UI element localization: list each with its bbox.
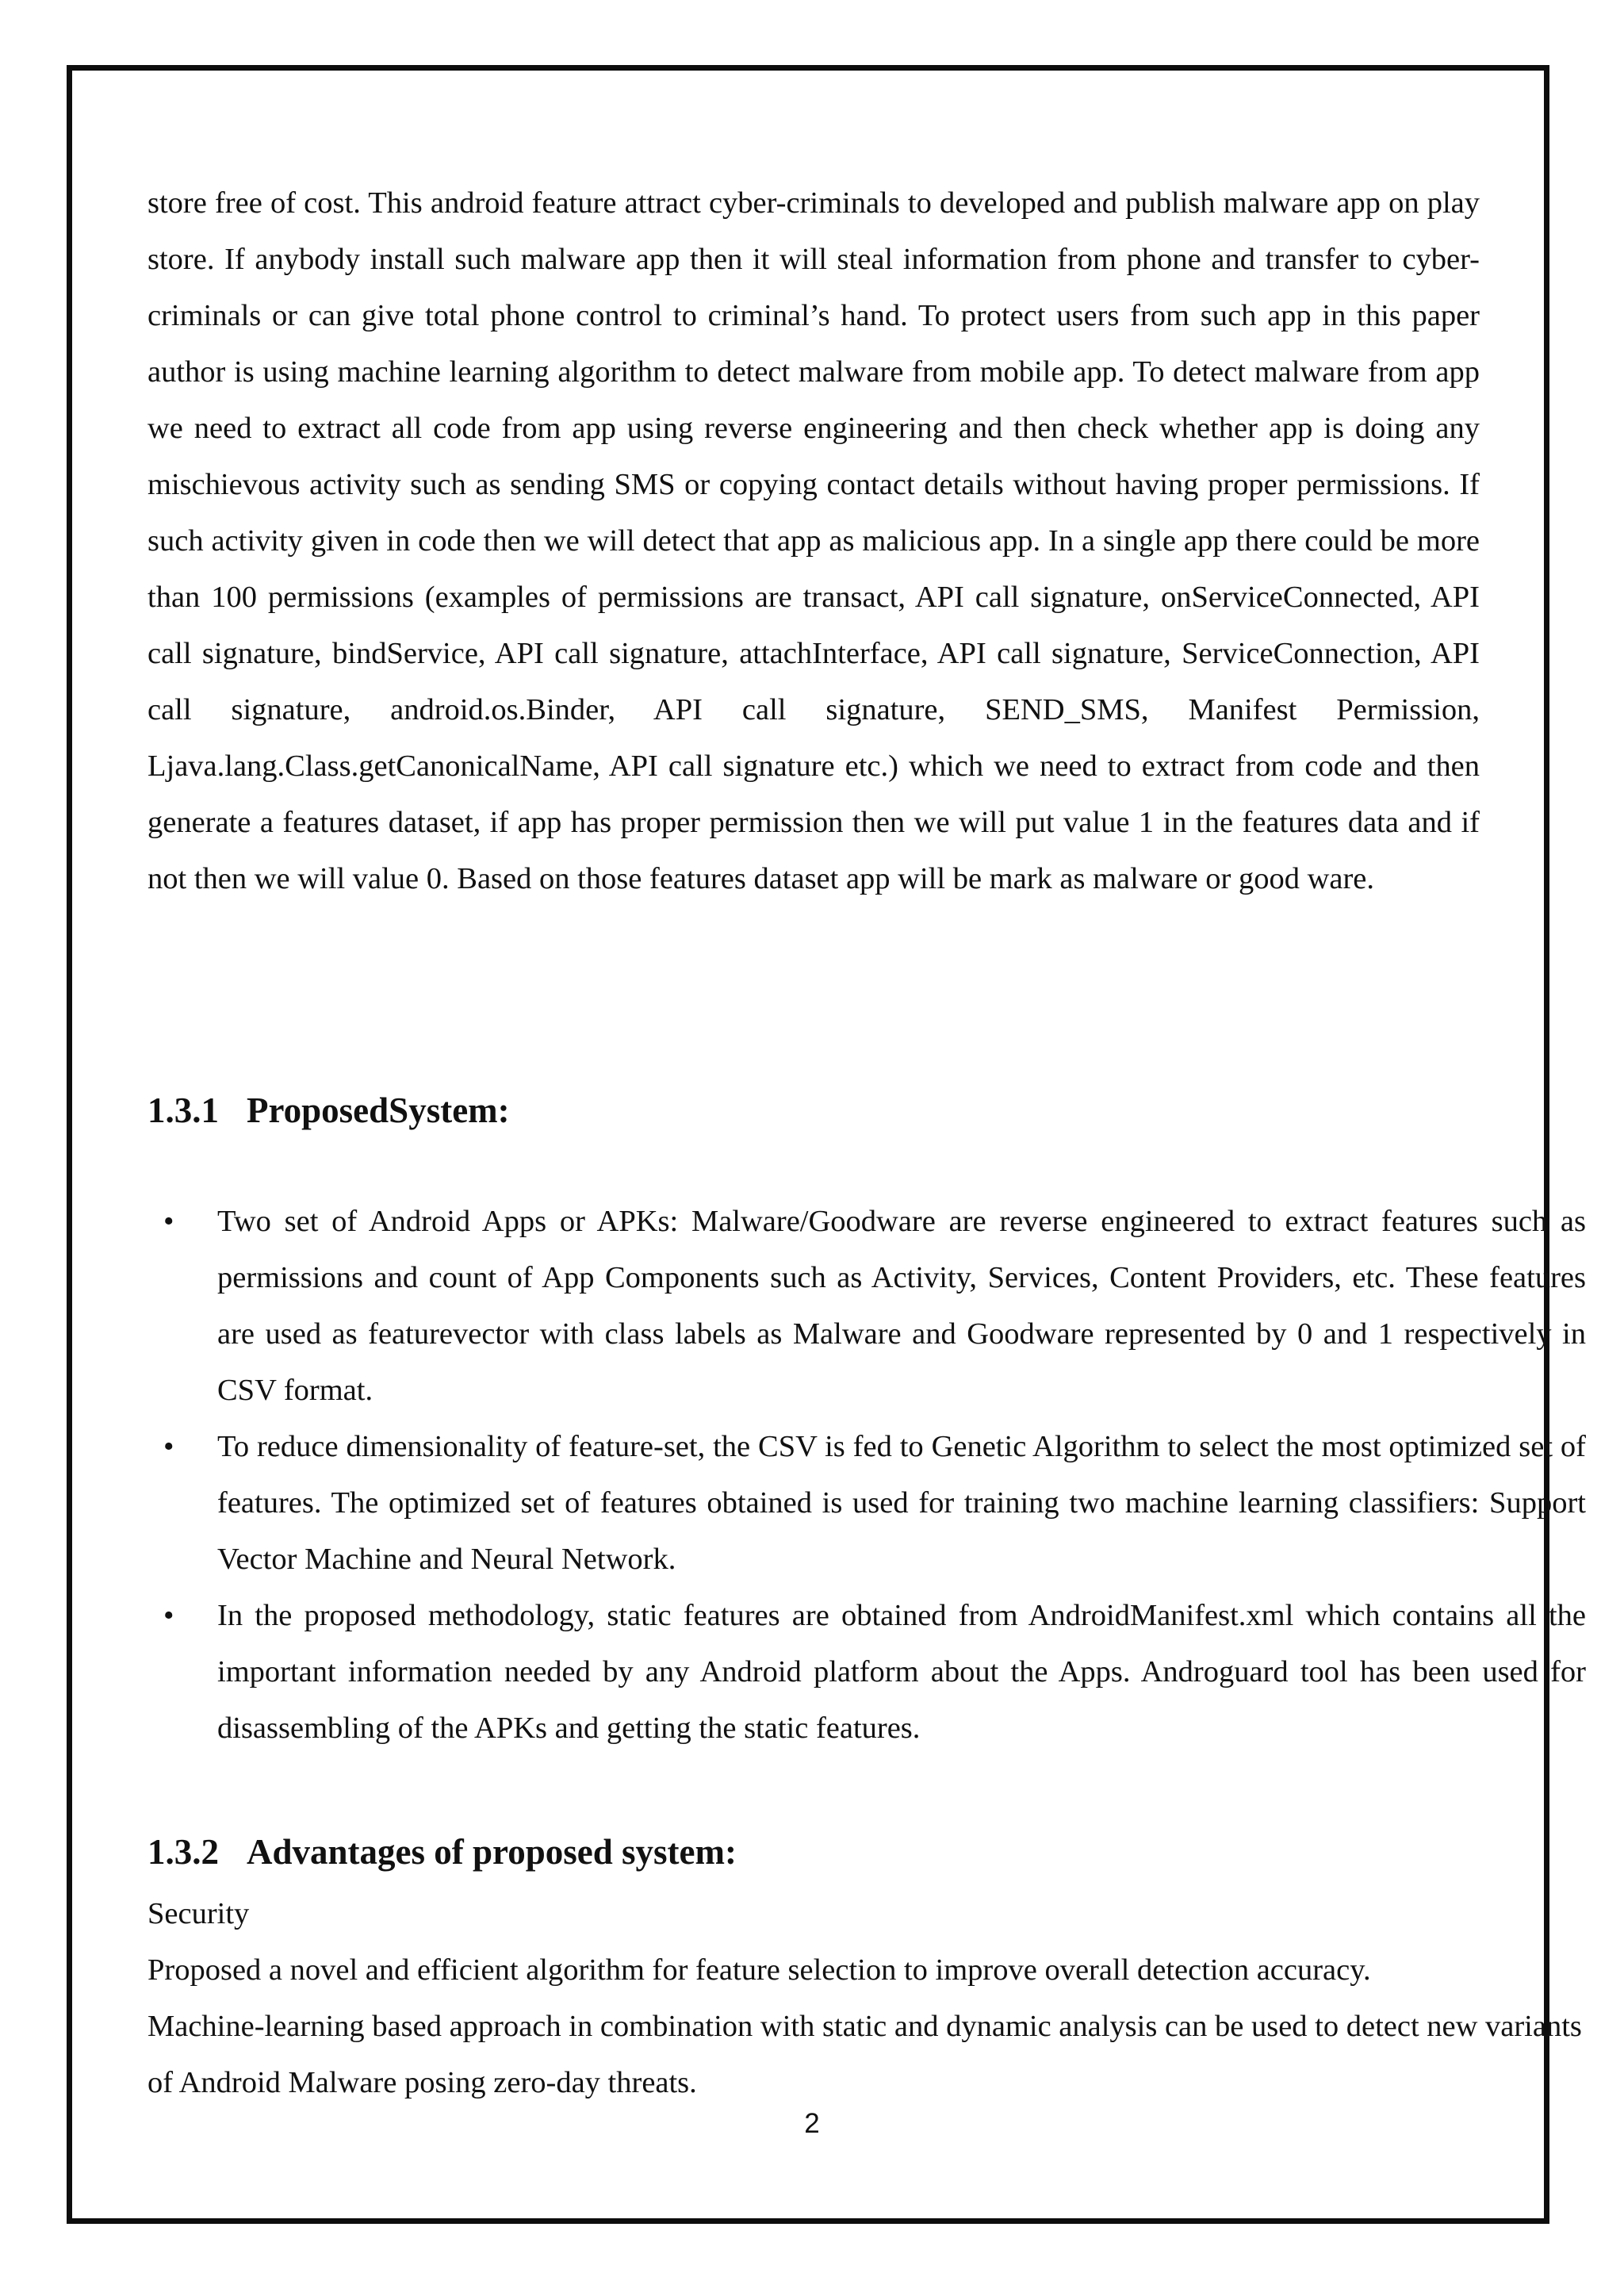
advantage-line-security: Security (147, 1897, 250, 1930)
advantage-line-machine-learning: Machine-learning based approach in combination with static and dynamic analysis can be used to detect new variants of Android Malware posing zero-day threats. (147, 2010, 1582, 2099)
list-item (147, 1194, 1586, 1419)
bullet-icon: • (163, 1205, 174, 1238)
proposed-system-bullet-list (147, 1194, 1586, 1757)
bullet-text: In the proposed methodology, static features are obtained from AndroidManifest.xml which contains all the important information needed by any Android platform about the Apps. Androguard tool has been used for disassembling of the APKs and getting the static features. (217, 1599, 1586, 1745)
section-heading-proposed-system (147, 1087, 510, 1134)
intro-paragraph: store free of cost. This android feature attract cyber-criminals to developed and publish malware app on play store. If anybody install such malware app then it will steal information from phone and transfer to cyber-criminals or can give total phone control to criminal’s hand. To protect users from such app in this paper author is using machine learning algorithm to detect malware from mobile app. To detect malware from app we need to extract all code from app using reverse engineering and then check whether app is doing any mischievous activity such as sending SMS or copying contact details without having proper permissions. If such activity given in code then we will detect that app as malicious app. In a single app there could be more than 100 permissions (examples of permissions are transact, API call signature, onServiceConnected, API call signature, bindService, API call signature, attachInterface, API call signature, ServiceConnection, API call signature, android.os.Binder, API call signature, SEND_SMS, Manifest Permission, Ljava.lang.Class.getCanonicalName, API call signature etc.) which we need to extract from code and then generate a features dataset, if app has proper permission then we will put value 1 in the features data and if not then we will value 0. Based on those features dataset app will be mark as malware or good ware. (147, 186, 1480, 895)
section-title: Advantages of proposed system: (247, 1832, 737, 1872)
section-number: 1.3.2 (147, 1832, 219, 1872)
page-number: 2 (804, 2108, 820, 2139)
section-title: ProposedSystem: (247, 1091, 510, 1130)
list-item (147, 1419, 1586, 1588)
bullet-icon: • (163, 1599, 174, 1632)
list-item (147, 1588, 1586, 1757)
advantage-line-feature-selection: Proposed a novel and efficient algorithm for feature selection to improve overall detection accuracy. (147, 1953, 1371, 1987)
section-heading-advantages (147, 1828, 737, 1876)
section-number: 1.3.1 (147, 1091, 219, 1130)
bullet-icon: • (163, 1430, 174, 1463)
bullet-text: To reduce dimensionality of feature-set, the CSV is fed to Genetic Algorithm to select the most optimized set of features. The optimized set of features obtained is used for training two machine learning classifiers: Support Vector Machine and Neural Network. (217, 1430, 1586, 1576)
bullet-text: Two set of Android Apps or APKs: Malware/Goodware are reverse engineered to extract features such as permissions and count of App Components such as Activity, Services, Content Providers, etc. These features are used as featurevector with class labels as Malware and Goodware represented by 0 and 1 respectively in CSV format. (217, 1205, 1586, 1407)
